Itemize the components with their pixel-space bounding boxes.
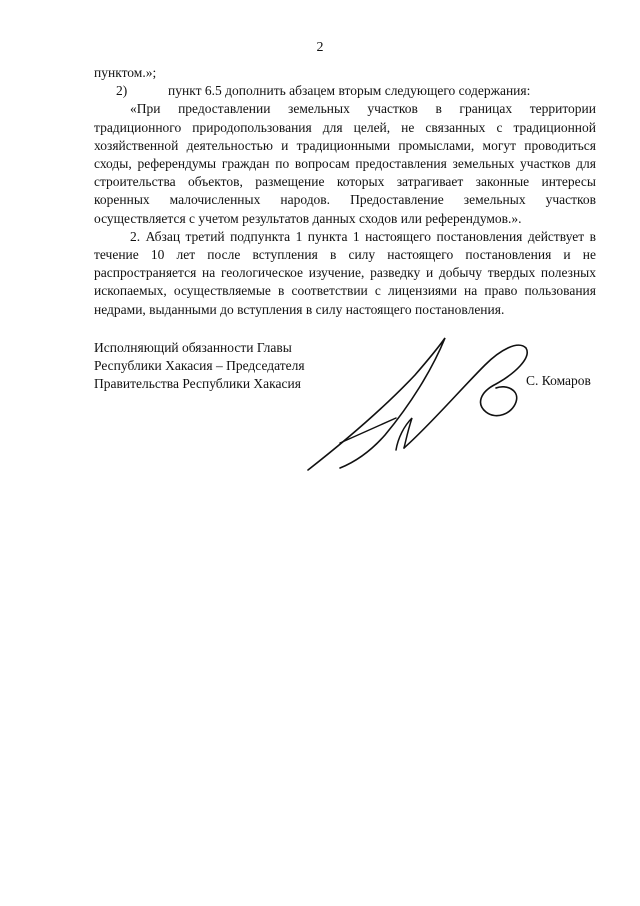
signatory-position-line-1: Исполняющий обязанности Главы [94, 340, 292, 355]
handwritten-signature [300, 330, 540, 480]
signatory-position-line-2: Республики Хакасия – Председателя [94, 358, 305, 373]
document-body [94, 64, 596, 319]
paragraph-2: 2. Абзац третий подпункта 1 пункта 1 настоящего постановления действует в течение 10 лет после вступления в силу настоящего постановления и не распространяется на геологическое изучение, разведку и добычу твердых полезных ископаемых, осуществляемые в соответствии с лицензиями на право пользования недрами, выданными до вступления в силу настоящего постановления. [94, 228, 596, 317]
list-item-number: 2) [116, 83, 128, 99]
list-item-2 [94, 82, 596, 100]
signatory-position-line-3: Правительства Республики Хакасия [94, 376, 301, 391]
list-item-text: пункт 6.5 дополнить абзацем вторым следующего содержания: [168, 83, 531, 99]
quoted-paragraph: «При предоставлении земельных участков в границах территории традиционного природопользования для целей, не связанных с традиционной хозяйственной деятельностью и традиционными промыслами, могут проводиться сходы, референдумы граждан по вопросам предоставления земельных участков для строительства объектов, размещение которых затрагивает законные интересы коренных малочисленных народов. Предоставление земельных участков осуществляется с учетом результатов данных сходов или референдумов.». [94, 101, 596, 226]
continuation-line: пунктом.»; [94, 65, 157, 80]
signatory-position [94, 339, 305, 393]
page-number: 2 [316, 40, 324, 55]
signer-name: С. Комаров [526, 373, 591, 388]
